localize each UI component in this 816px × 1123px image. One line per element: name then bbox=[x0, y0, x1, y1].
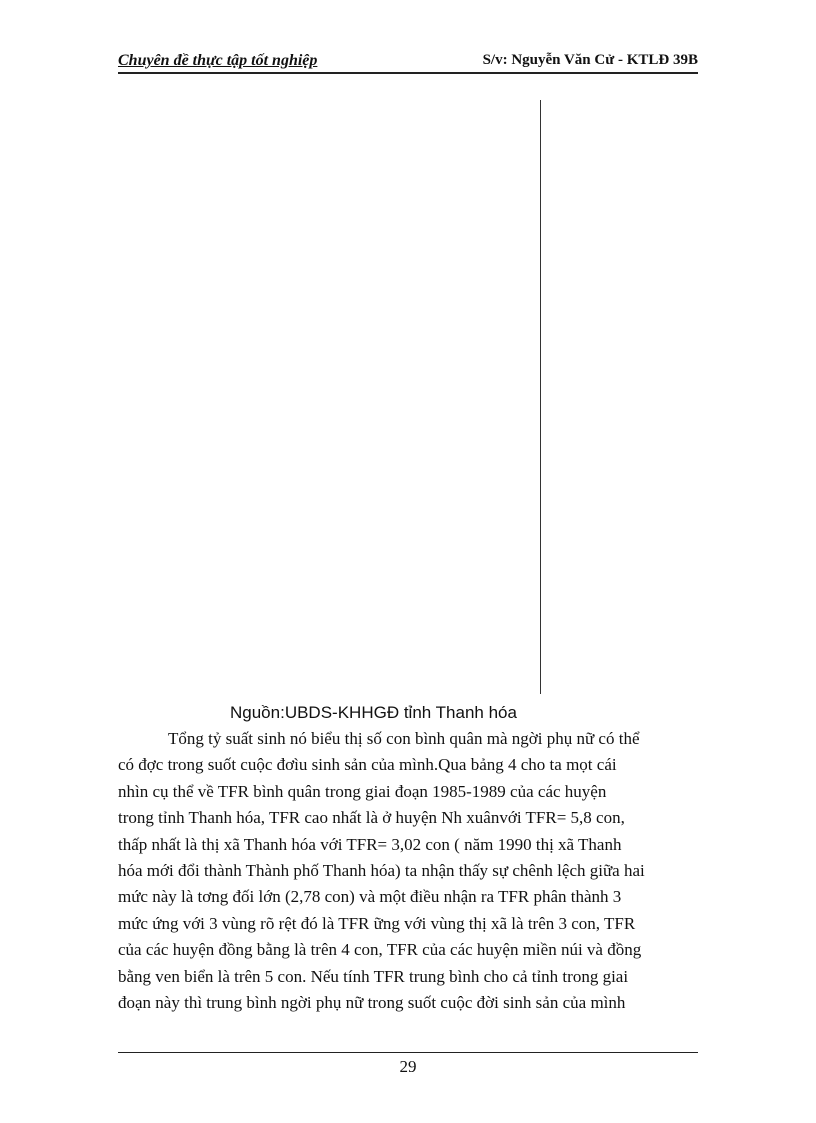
body-line: Tổng tỷ suất sinh nó biểu thị số con bình quân mà ngời phụ nữ có thể bbox=[168, 729, 640, 748]
body-line: nhìn cụ thể về TFR bình quân trong giai đoạn 1985-1989 của các huyện bbox=[118, 781, 607, 801]
body-paragraph bbox=[118, 726, 698, 1016]
body-line: hóa mới đổi thành Thành phố Thanh hóa) ta nhận thấy sự chênh lệch giữa hai bbox=[118, 860, 645, 880]
body-line: của các huyện đồng bằng là trên 4 con, TFR của các huyện miền núi và đồng bbox=[118, 940, 642, 960]
header-author: S/v: Nguyễn Văn Cử - KTLĐ 39B bbox=[482, 52, 698, 68]
page-number: 29 bbox=[399, 1057, 417, 1076]
body-line: thấp nhất là thị xã Thanh hóa với TFR= 3,02 con ( năm 1990 thị xã Thanh bbox=[118, 834, 622, 854]
body-line: trong tỉnh Thanh hóa, TFR cao nhất là ở huyện Nh xuânvới TFR= 5,8 con, bbox=[118, 808, 625, 828]
body-line: bằng ven biển là trên 5 con. Nếu tính TFR trung bình cho cả tỉnh trong giai bbox=[118, 966, 629, 986]
body-line: mức ứng với 3 vùng rõ rệt đó là TFR ững với vùng thị xã là trên 3 con, TFR bbox=[118, 913, 636, 933]
body-line: có đợc trong suốt cuộc đơìu sinh sản của mình.Qua bảng 4 cho ta mọt cái bbox=[118, 755, 617, 775]
source-note: Nguồn:UBDS-KHHGĐ tỉnh Thanh hóa bbox=[230, 703, 517, 722]
body-line: đoạn này thì trung bình ngời phụ nữ trong suốt cuộc đời sinh sản của mình bbox=[118, 992, 626, 1012]
footer-divider bbox=[118, 1052, 698, 1053]
header-document-title: Chuyên đề thực tập tốt nghiệp bbox=[118, 52, 318, 69]
body-line: mức này là tơng đối lớn (2,78 con) và một điều nhận ra TFR phân thành 3 bbox=[118, 887, 622, 907]
vertical-divider-line bbox=[540, 100, 541, 694]
page-header bbox=[118, 50, 698, 74]
